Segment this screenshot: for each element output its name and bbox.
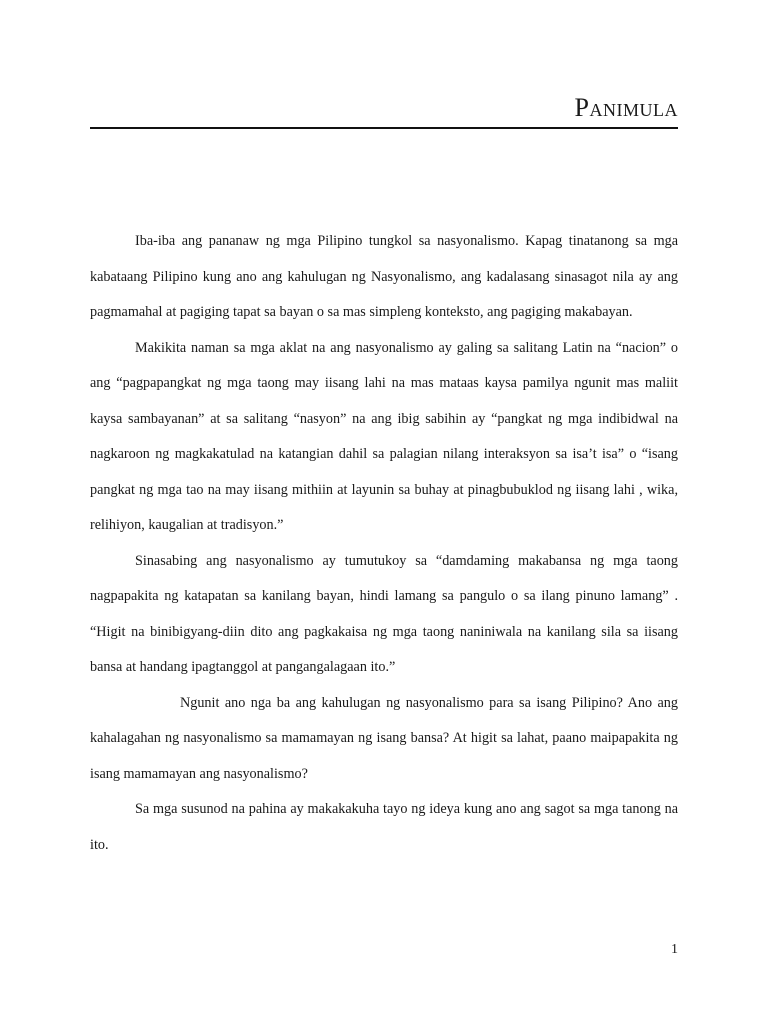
- paragraph-2: Makikita naman sa mga aklat na ang nasyonalismo ay galing sa salitang Latin na “nacion” o ang “pagpapangkat ng mga taong may iisang lahi na mas mataas kaysa pamilya ngunit mas maliit kaysa sambayanan” at sa salitang “nasyon” na ang ibig sabihin ay “pangkat ng mga indibidwal na nagkaroon ng magkakatulad na katangian dahil sa palagian nilang interaksyon sa isa’t isa” o “isang pangkat ng mga tao na may iisang mithiin at layunin sa buhay at pinagbubuklod ng iisang lahi , wika, relihiyon, kaugalian at tradisyon.”: [90, 339, 678, 533]
- paragraph-1: Iba-iba ang pananaw ng mga Pilipino tungkol sa nasyonalismo. Kapag tinatanong sa mga kabataang Pilipino kung ano ang kahulugan ng Nasyonalismo, ang kadalasang sinasagot nila ay ang pagmamahal at pagiging tapat sa bayan o sa mas simpleng konteksto, ang pagiging makabayan.: [90, 233, 678, 320]
- body-text: [90, 224, 678, 863]
- paragraph-4: Ngunit ano nga ba ang kahulugan ng nasyonalismo para sa isang Pilipino? Ano ang kahalagahan ng nasyonalismo sa mamamayan ng isang bansa? At higit sa lahat, paano maipapakita ng isang mamamayan ang nasyonalismo?: [90, 694, 678, 782]
- section-heading: Panimula: [574, 93, 678, 122]
- heading-rule: [90, 127, 678, 129]
- paragraph-3: Sinasabing ang nasyonalismo ay tumutukoy sa “damdaming makabansa ng mga taong nagpapakita ng katapatan sa kanilang bayan, hindi lamang sa pangulo o sa ilang pinuno lamang” . “Higit na binibigyang-diin dito ang pagkakaisa ng mga taong naniniwala na kanilang sila sa iisang bansa at handang ipagtanggol at pangangalagaan ito.”: [90, 552, 678, 675]
- page-number: 1: [671, 942, 678, 957]
- paragraph-5: Sa mga susunod na pahina ay makakakuha tayo ng ideya kung ano ang sagot sa mga tanong na ito.: [90, 801, 678, 853]
